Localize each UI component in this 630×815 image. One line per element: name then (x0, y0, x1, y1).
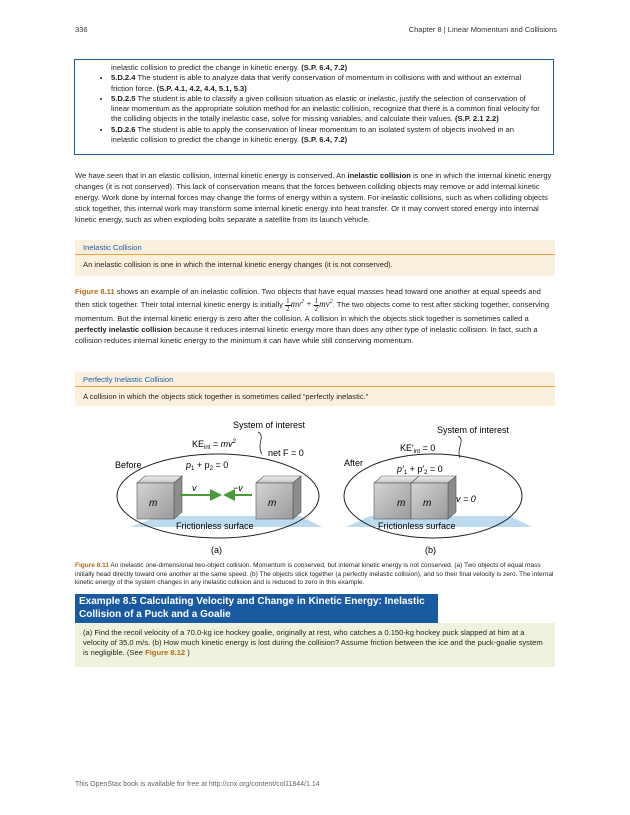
net-force-label: net F = 0 (268, 448, 304, 458)
definition-box-perfectly-inelastic (75, 372, 555, 406)
velocity-label-v: v (192, 483, 197, 493)
definition-box-inelastic (75, 240, 555, 276)
objective-item: • 5.D.2.5 The student is able to classify a given collision situation as elastic or inelastic, justify the selection of conservation of linear momentum as the appropriate solution method for an inelastic collision, recognize that there is a common final velocity for the colliding objects in the totally inelastic case, solve for missing variables, and calculate their values. (S.P. 2.1 2.2) (111, 94, 543, 125)
learning-objectives-box (74, 59, 554, 155)
block-stuck-right (411, 476, 456, 519)
surface-label-a: Frictionless surface (176, 521, 254, 531)
definition-body: A collision in which the objects stick together is sometimes called “perfectly inelastic.” (83, 392, 369, 401)
definition-body: An inelastic collision is one in which the internal kinetic energy changes (it is not conserved). (83, 260, 393, 269)
ke-label-b: $KE'_{int} = 0$ (400, 443, 436, 455)
page-footer: This OpenStax book is available for free at http://cnx.org/content/col11844/1.14 (75, 781, 320, 788)
example-title: Example 8.5 Calculating Velocity and Change in Kinetic Energy: Inelastic Collision of a Puck and a Goalie (75, 594, 438, 623)
figure-caption: Figure 8.11 An inelastic one-dimensional two-object collision. Momentum is conserved, but internal kinetic energy is not conserved. (a) Two objects of equal mass initially head directly toward one another at the same speed. (b) The objects stick together (a perfectly inelastic collision), and so their final velocity is zero. The internal kinetic energy of the system changes in any inelastic collision and is reduced to zero in this example. (75, 562, 554, 587)
panel-a-before (115, 420, 322, 555)
svg-text:m: m (268, 498, 277, 509)
surface-label-b: Frictionless surface (378, 521, 456, 531)
objective-list (85, 73, 543, 145)
example-body: (a) Find the recoil velocity of a 70.0-kg ice hockey goalie, originally at rest, who catches a 0.150-kg hockey puck slapped at him at a velocity of 35.0 m/s. (b) How much kinetic energy is lost during the collision? Assume friction between the ice and the puck-goalie system is negligible. (See Figure 8.12 ) (75, 623, 555, 667)
figure-collision-diagram (100, 414, 540, 560)
before-label: Before (115, 460, 142, 470)
objective-item: • 5.D.2.6 The student is able to apply the conservation of linear momentum to an isolated system of objects involved in an inelastic collision to predict the change in kinetic energy. (S.P. 6.4, 7.2) (111, 125, 543, 146)
svg-text:m: m (423, 498, 432, 509)
figure-link[interactable]: Figure 8.12 (145, 648, 186, 657)
objective-item: • 5.D.2.4 The student is able to analyze data that verify conservation of momentum in collisions with and without an external friction force. (S.P. 4.1, 4.2, 4.4, 5.1, 5.3) (111, 73, 543, 94)
figure-paragraph: Figure 8.11 shows an example of an inelastic collision. Two objects that have equal masses head toward one another at equal speeds and then stick together. Their total internal kinetic energy is initially $\frac{1}{2}$ $mv^2$ + $\frac{1}{2}$ $mv^2$. The two objects come to rest after sticking together, conserving momentum. But the internal kinetic energy is zero after the collision. A collision in which the objects stick together is sometimes called a perfectly inelastic collision because it reduces internal kinetic energy more than does any other type of inelastic collision. In fact, such a collision reduces internal kinetic energy to the minimum it can have while still conserving momentum. (75, 287, 550, 346)
panel-label-b: (b) (425, 545, 436, 555)
panel-label-a: (a) (211, 545, 222, 555)
svg-text:m: m (397, 498, 406, 509)
after-label: After (344, 458, 364, 468)
ke-label-a: $KE_{int} = mv^2$ (192, 439, 236, 451)
final-velocity-label: v = 0 (456, 494, 476, 504)
kinetic-energy-formula: $\frac{1}{2}$ $mv^2$ + $\frac{1}{2}$ $mv^2$ (286, 296, 333, 313)
definition-title: Inelastic Collision (75, 240, 555, 255)
definition-title: Perfectly Inelastic Collision (75, 372, 555, 387)
page-number: 336 (75, 25, 88, 34)
momentum-label-b: $p'_1 + p'_2 = 0$ (397, 464, 443, 476)
block-left (137, 476, 182, 519)
svg-text:m: m (149, 498, 158, 509)
objective-continuation: inelastic collision to predict the change in kinetic energy. (S.P. 6.4, 7.2) (111, 63, 348, 72)
system-pointer-b (458, 436, 461, 458)
chapter-title: Chapter 8 | Linear Momentum and Collisions (408, 25, 557, 34)
system-label-b: System of interest (437, 425, 510, 435)
intro-paragraph: We have seen that in an elastic collision, internal kinetic energy is conserved. An inelastic collision is one in which the internal kinetic energy changes (it is not conserved). This lack of conservation means that the forces between colliding objects may remove or add internal kinetic energy. Work done by internal forces may change the forms of energy within a system. For inelastic collisions, such as when colliding objects stick together, this internal work may transform some internal kinetic energy into heat transfer. Or it may convert stored energy into internal kinetic energy, such as when exploding bolts separate a satellite from its launch vehicle. (75, 171, 552, 224)
system-pointer-a (258, 432, 262, 454)
figure-link[interactable]: Figure 8.11 (75, 287, 115, 296)
system-label-a: System of interest (233, 420, 306, 430)
velocity-label-neg-v: −v (233, 483, 243, 493)
momentum-label-a: $p_1 + p_2 = 0$ (186, 460, 229, 472)
block-right (256, 476, 301, 519)
panel-b-after (344, 425, 532, 555)
